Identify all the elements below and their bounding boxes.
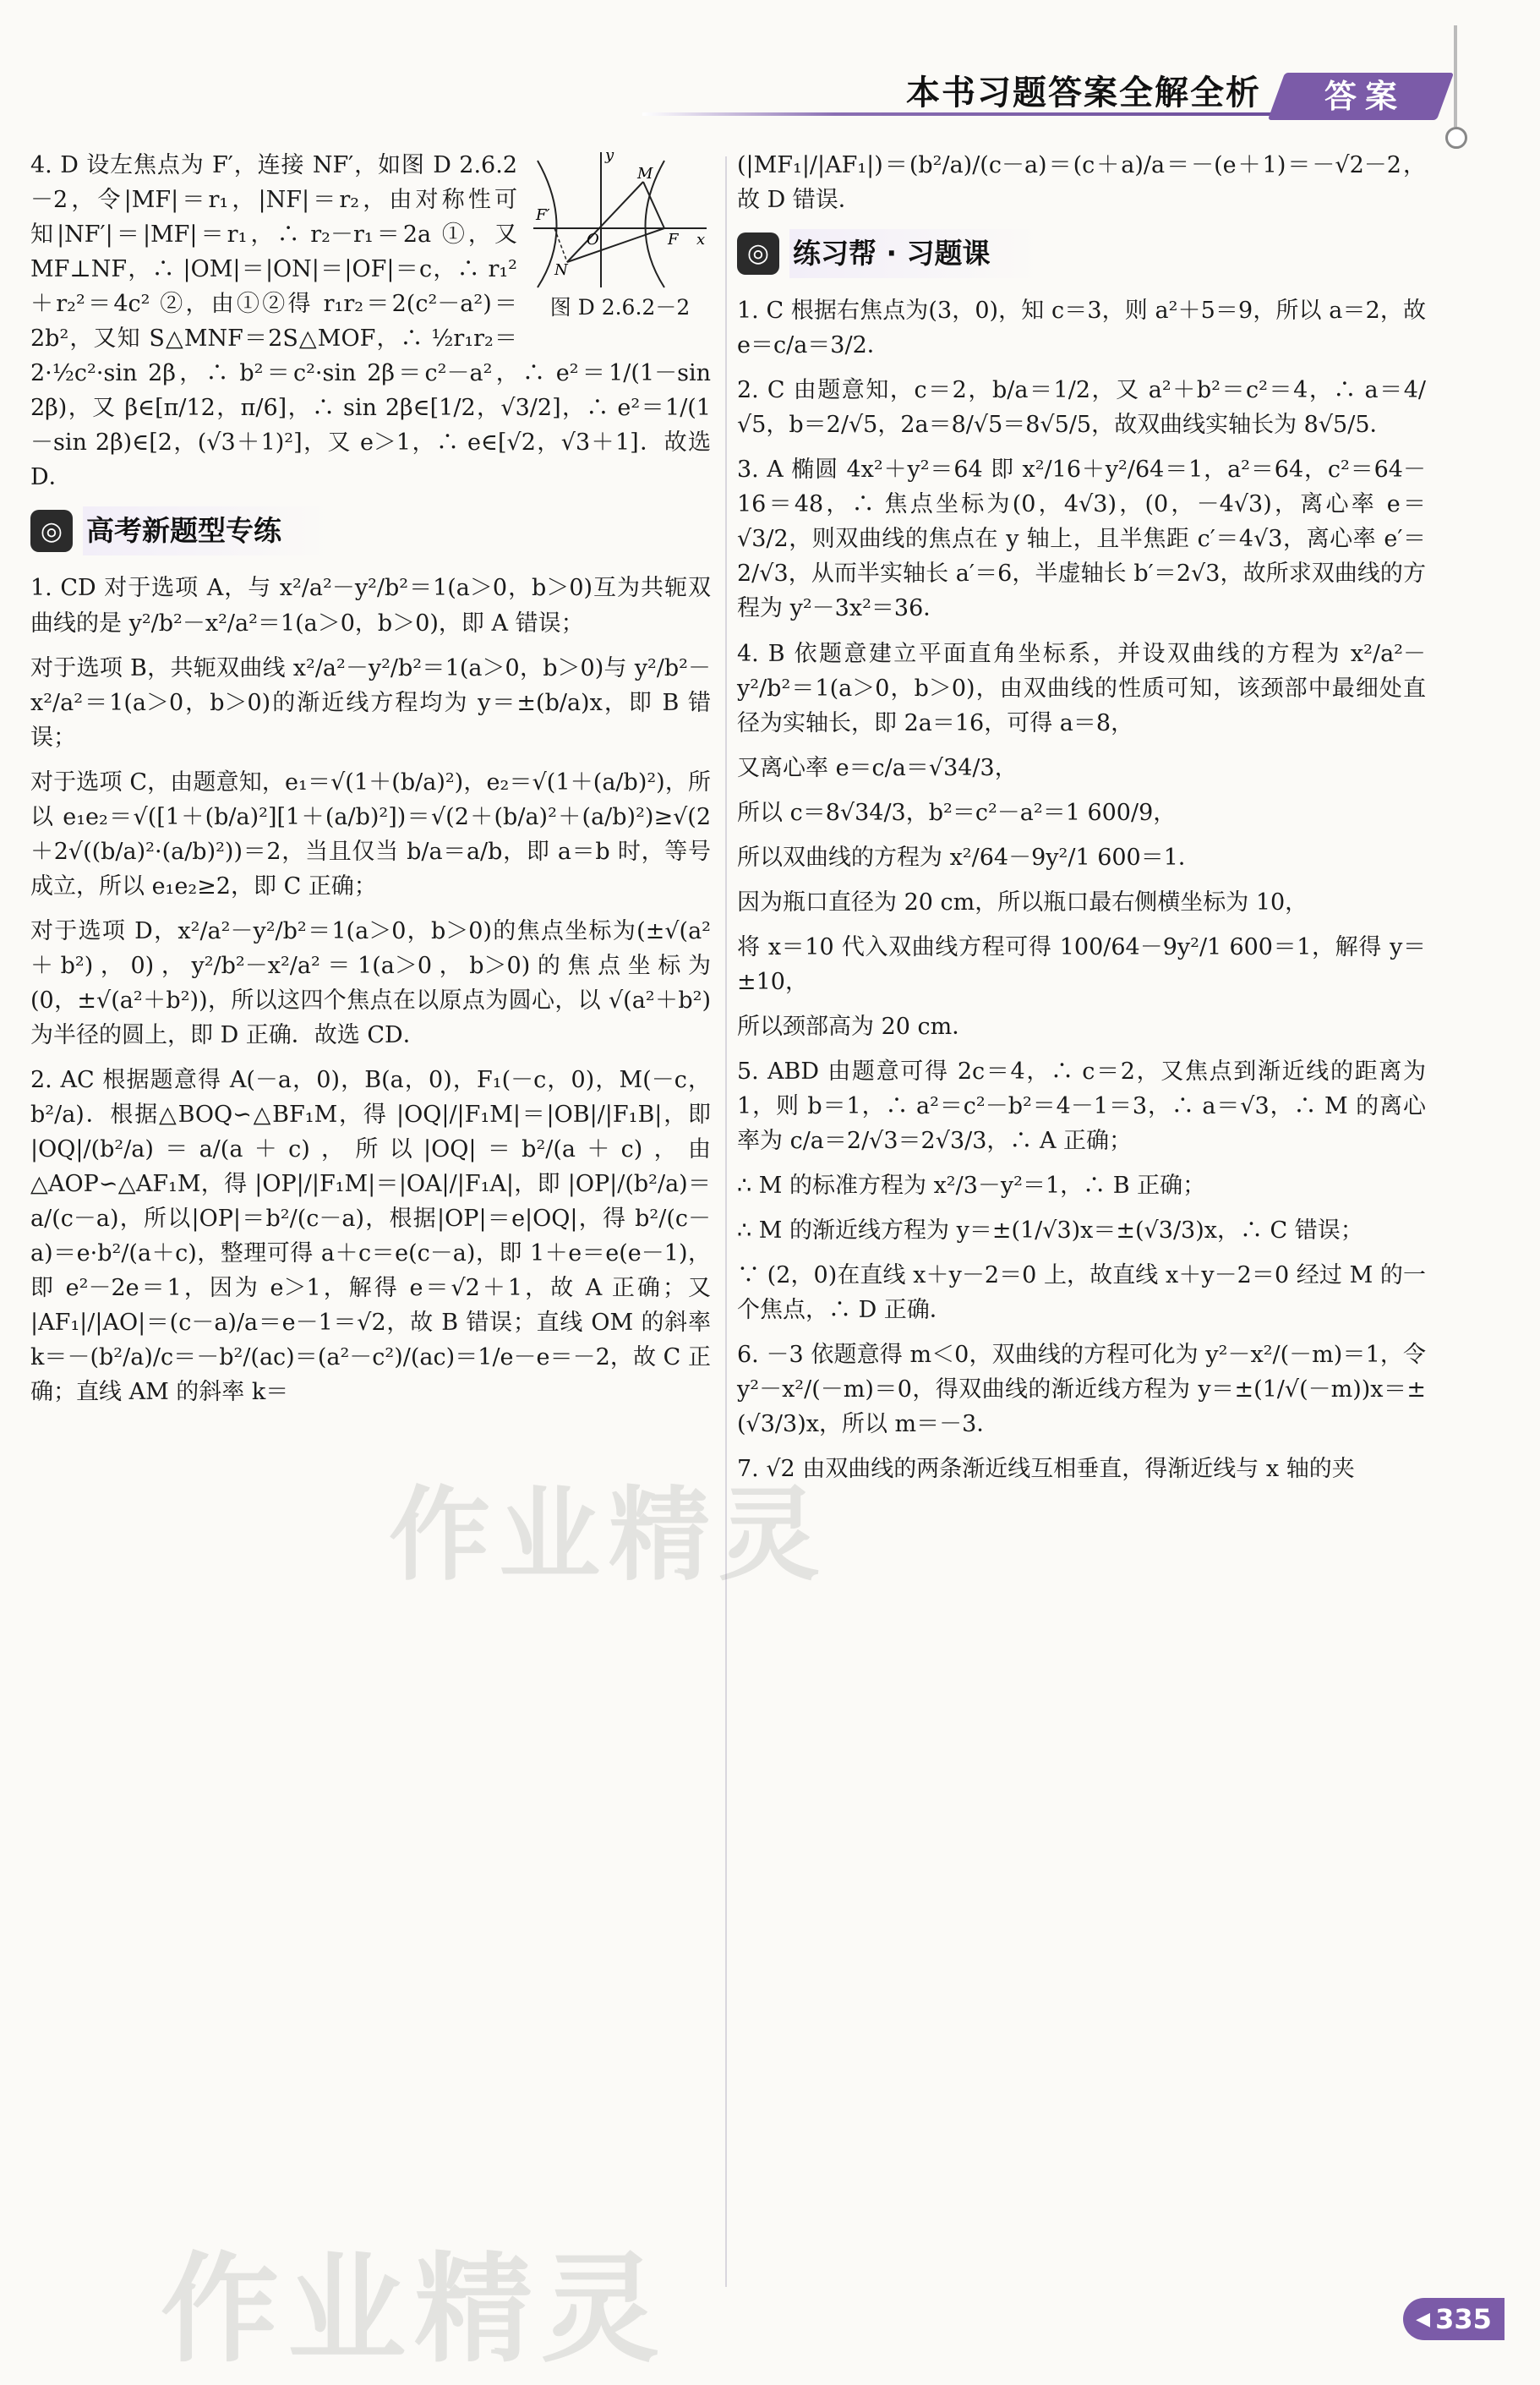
lianxi-5-d: ∵ (2，0)在直线 x＋y－2＝0 上，故直线 x＋y－2＝0 经过 M 的一个焦点，∴ D 正确．	[737, 1261, 1426, 1323]
lianxi-2: 2. C 由题意知，c＝2，b/a＝1/2，又 a²＋b²＝c²＝4，∴ a＝4/√5，b＝2/√5，2a＝8/√5＝8√5/5，故双曲线实轴长为 8√5/5．	[737, 377, 1426, 439]
hanging-ring-icon	[1445, 127, 1467, 149]
gaokao-2-end: (|MF₁|/|AF₁|)＝(b²/a)/(c－a)＝(c＋a)/a＝－(e＋1)＝－√2－2，故 D 错误．	[737, 152, 1426, 214]
lianxi-4-c: 所以 c＝8√34/3，b²＝c²－a²＝1 600/9，	[737, 799, 1177, 826]
hyperbola-diagram	[529, 148, 711, 292]
right-column	[737, 148, 1426, 1496]
lianxi-4-d: 所以双曲线的方程为 x²/64－9y²/1 600＝1．	[737, 844, 1201, 871]
lianxi-4-b: 又离心率 e＝c/a＝√34/3，	[737, 754, 1018, 781]
line-mf	[643, 182, 664, 228]
hanging-tag-line	[1454, 25, 1457, 127]
label-f: F	[668, 231, 679, 249]
label-o: O	[587, 231, 599, 249]
lianxi-6: 6. －3 依题意得 m＜0，双曲线的方程可化为 y²－x²/(－m)＝1，令 y²－x²/(－m)＝0，得双曲线的渐近线方程为 y＝±(1/√(－m))x＝±(√3/3)x，所以 m＝－3．	[737, 1342, 1426, 1438]
section-title-lianxi: 练习帮 · 习题课	[789, 229, 1041, 278]
page-header	[0, 0, 1540, 135]
lianxi-1: 1. C 根据右焦点为(3，0)，知 c＝3，则 a²＋5＝9，所以 a＝2，故 e＝c/a＝3/2．	[737, 298, 1426, 359]
gaokao-1-b: 对于选项 B，共轭双曲线 x²/a²－y²/b²＝1(a＞0，b＞0)与 y²/b²－x²/a²＝1(a＞0，b＞0)的渐近线方程均为 y＝±(b/a)x，即 B 错误；	[30, 654, 711, 751]
gaokao-1-c: 对于选项 C，由题意知，e₁＝√(1＋(b/a)²)，e₂＝√(1＋(a/b)²)，所以 e₁e₂＝√([1＋(b/a)²][1＋(a/b)²])＝√(2＋(b/a)²＋(a/b)²)≥√(2＋2√((b/a)²·(a/b)²))＝2，当且仅当 b/a＝a/b，即 a＝b 时，等号成立，所以 e₁e₂≥2，即 C 正确；	[30, 769, 711, 900]
label-y: y	[605, 148, 614, 164]
lianxi-5-b: ∴ M 的标准方程为 x²/3－y²＝1，∴ B 正确；	[737, 1172, 1206, 1199]
figure-caption: 图 D 2.6.2－2	[549, 295, 691, 320]
label-m: M	[637, 165, 653, 183]
lianxi-3: 3. A 椭圆 4x²＋y²＝64 即 x²/16＋y²/64＝1，a²＝64，c²＝64－16＝48，∴ 焦点坐标为(0，4√3)，(0，－4√3)，离心率 e＝√3/2，则双曲线的焦点在 y 轴上，且半焦距 c′＝4√3，离心率 e′＝2/√3，从而半实轴长 a′＝6，半虚轴长 b′＝2√3，故所求双曲线的方程为 y²－3x²＝36．	[737, 457, 1426, 622]
line-mn	[567, 182, 643, 262]
header-divider	[642, 112, 1285, 116]
page-number: 335	[1435, 2303, 1492, 2335]
lianxi-4-g: 所以颈部高为 20 cm．	[737, 1013, 975, 1040]
target-icon: ◎	[737, 232, 779, 275]
watermark-bottom: 作业精灵	[161, 2241, 669, 2379]
answer-4: 4. D 设左焦点为 F′，连接 NF′，如图 D 2.6.2－2，令|MF|＝r₁，|NF|＝r₂，由对称性可知|NF′|＝|MF|＝r₁，∴ r₂－r₁＝2a ①，又 MF⊥NF，∴ |OM|＝|ON|＝|OF|＝c，∴ r₁²＋r₂²＝4c² ②，由①②得 r₁r₂＝2(c²－a²)＝2b²，又知 S△MNF＝2S△MOF，∴ ½r₁r₂＝2·½c²·sin 2β，∴ b²＝c²·sin 2β＝c²－a²，∴ e²＝1/(1－sin 2β)，又 β∈[π/12，π/6]，∴ sin 2β∈[1/2，√3/2]，∴ e²＝1/(1－sin 2β)∈[2，(√3＋1)²]，又 e＞1，∴ e∈[√2，√3＋1]．故选 D．	[30, 152, 711, 491]
lianxi-5-a: 5. ABD 由题意可得 2c＝4，∴ c＝2，又焦点到渐近线的距离为 1，则 b＝1，∴ a²＝c²－b²＝4－1＝3，∴ a＝√3，∴ M 的离心率为 c/a＝2/√3＝2√3/3，∴ A 正确；	[737, 1058, 1426, 1154]
target-icon: ◎	[30, 510, 73, 552]
label-n: N	[554, 261, 568, 279]
lianxi-5-c: ∴ M 的渐近线方程为 y＝±(1/√3)x＝±(√3/3)x，∴ C 错误；	[737, 1217, 1363, 1244]
arrow-right-icon: ◀	[1416, 2308, 1431, 2330]
lianxi-7: 7. √2 由双曲线的两条渐近线互相垂直，得渐近线与 x 轴的夹	[737, 1456, 1355, 1483]
watermark-middle: 作业精灵	[389, 1477, 828, 1595]
figure-d-2-6-2-2	[529, 148, 711, 324]
section-gaokao	[30, 506, 711, 555]
left-column	[30, 148, 711, 1420]
gaokao-2: 2. AC 根据题意得 A(－a，0)，B(a，0)，F₁(－c，0)，M(－c，b²/a)．根据△BOQ∽△BF₁M，得 |OQ|/|F₁M|＝|OB|/|F₁B|，即 |OQ|/(b²/a)＝a/(a＋c)，所以|OQ|＝b²/(a＋c)，由△AOP∽△AF₁M，得 |OP|/|F₁M|＝|OA|/|F₁A|，即 |OP|/(b²/a)＝a/(c－a)，所以|OP|＝b²/(c－a)，根据|OP|＝e|OQ|，得 b²/(c－a)＝e·b²/(a＋c)，整理可得 a＋c＝e(c－a)，即 1＋e＝e(e－1)，即 e²－2e＝1，因为 e＞1，解得 e＝√2＋1，故 A 正确；又 |AF₁|/|AO|＝(c－a)/a＝e－1＝√2，故 B 错误；直线 OM 的斜率 k＝－(b²/a)/c＝－b²/(ac)＝(a²－c²)/(ac)＝1/e－e＝－2，故 C 正确；直线 AM 的斜率 k＝	[30, 1066, 711, 1406]
gaokao-1-a: 1. CD 对于选项 A，与 x²/a²－y²/b²＝1(a＞0，b＞0)互为共轭双曲线的是 y²/b²－x²/a²＝1(a＞0，b＞0)，即 A 错误；	[30, 575, 711, 637]
label-f-prime: F′	[536, 206, 550, 224]
gaokao-1-d: 对于选项 D，x²/a²－y²/b²＝1(a＞0，b＞0)的焦点坐标为(±√(a²＋b²)，0)，y²/b²－x²/a²＝1(a＞0，b＞0)的焦点坐标为(0，±√(a²＋b²))，所以这四个焦点在以原点为圆心，以 √(a²＋b²) 为半径的圆上，即 D 正确．故选 CD．	[30, 917, 711, 1048]
label-x: x	[696, 231, 706, 249]
section-title-gaokao: 高考新题型专练	[83, 506, 332, 555]
column-divider	[725, 156, 727, 2287]
section-lianxi	[737, 229, 1426, 278]
lianxi-4-a: 4. B 依题意建立平面直角坐标系，并设双曲线的方程为 x²/a²－y²/b²＝1(a＞0，b＞0)，由双曲线的性质可知，该颈部中最细处直径为实轴长，即 2a＝16，可得 a＝8，	[737, 640, 1426, 736]
header-title: 本书习题答案全解全析	[906, 74, 1261, 112]
lianxi-4-f: 将 x＝10 代入双曲线方程可得 100/64－9y²/1 600＝1，解得 y＝±10，	[737, 933, 1426, 995]
lianxi-4-e: 因为瓶口直径为 20 cm，所以瓶口最右侧横坐标为 10，	[737, 889, 1308, 916]
page-number-badge	[1403, 2298, 1505, 2340]
answer-tab: 答案	[1324, 78, 1406, 115]
